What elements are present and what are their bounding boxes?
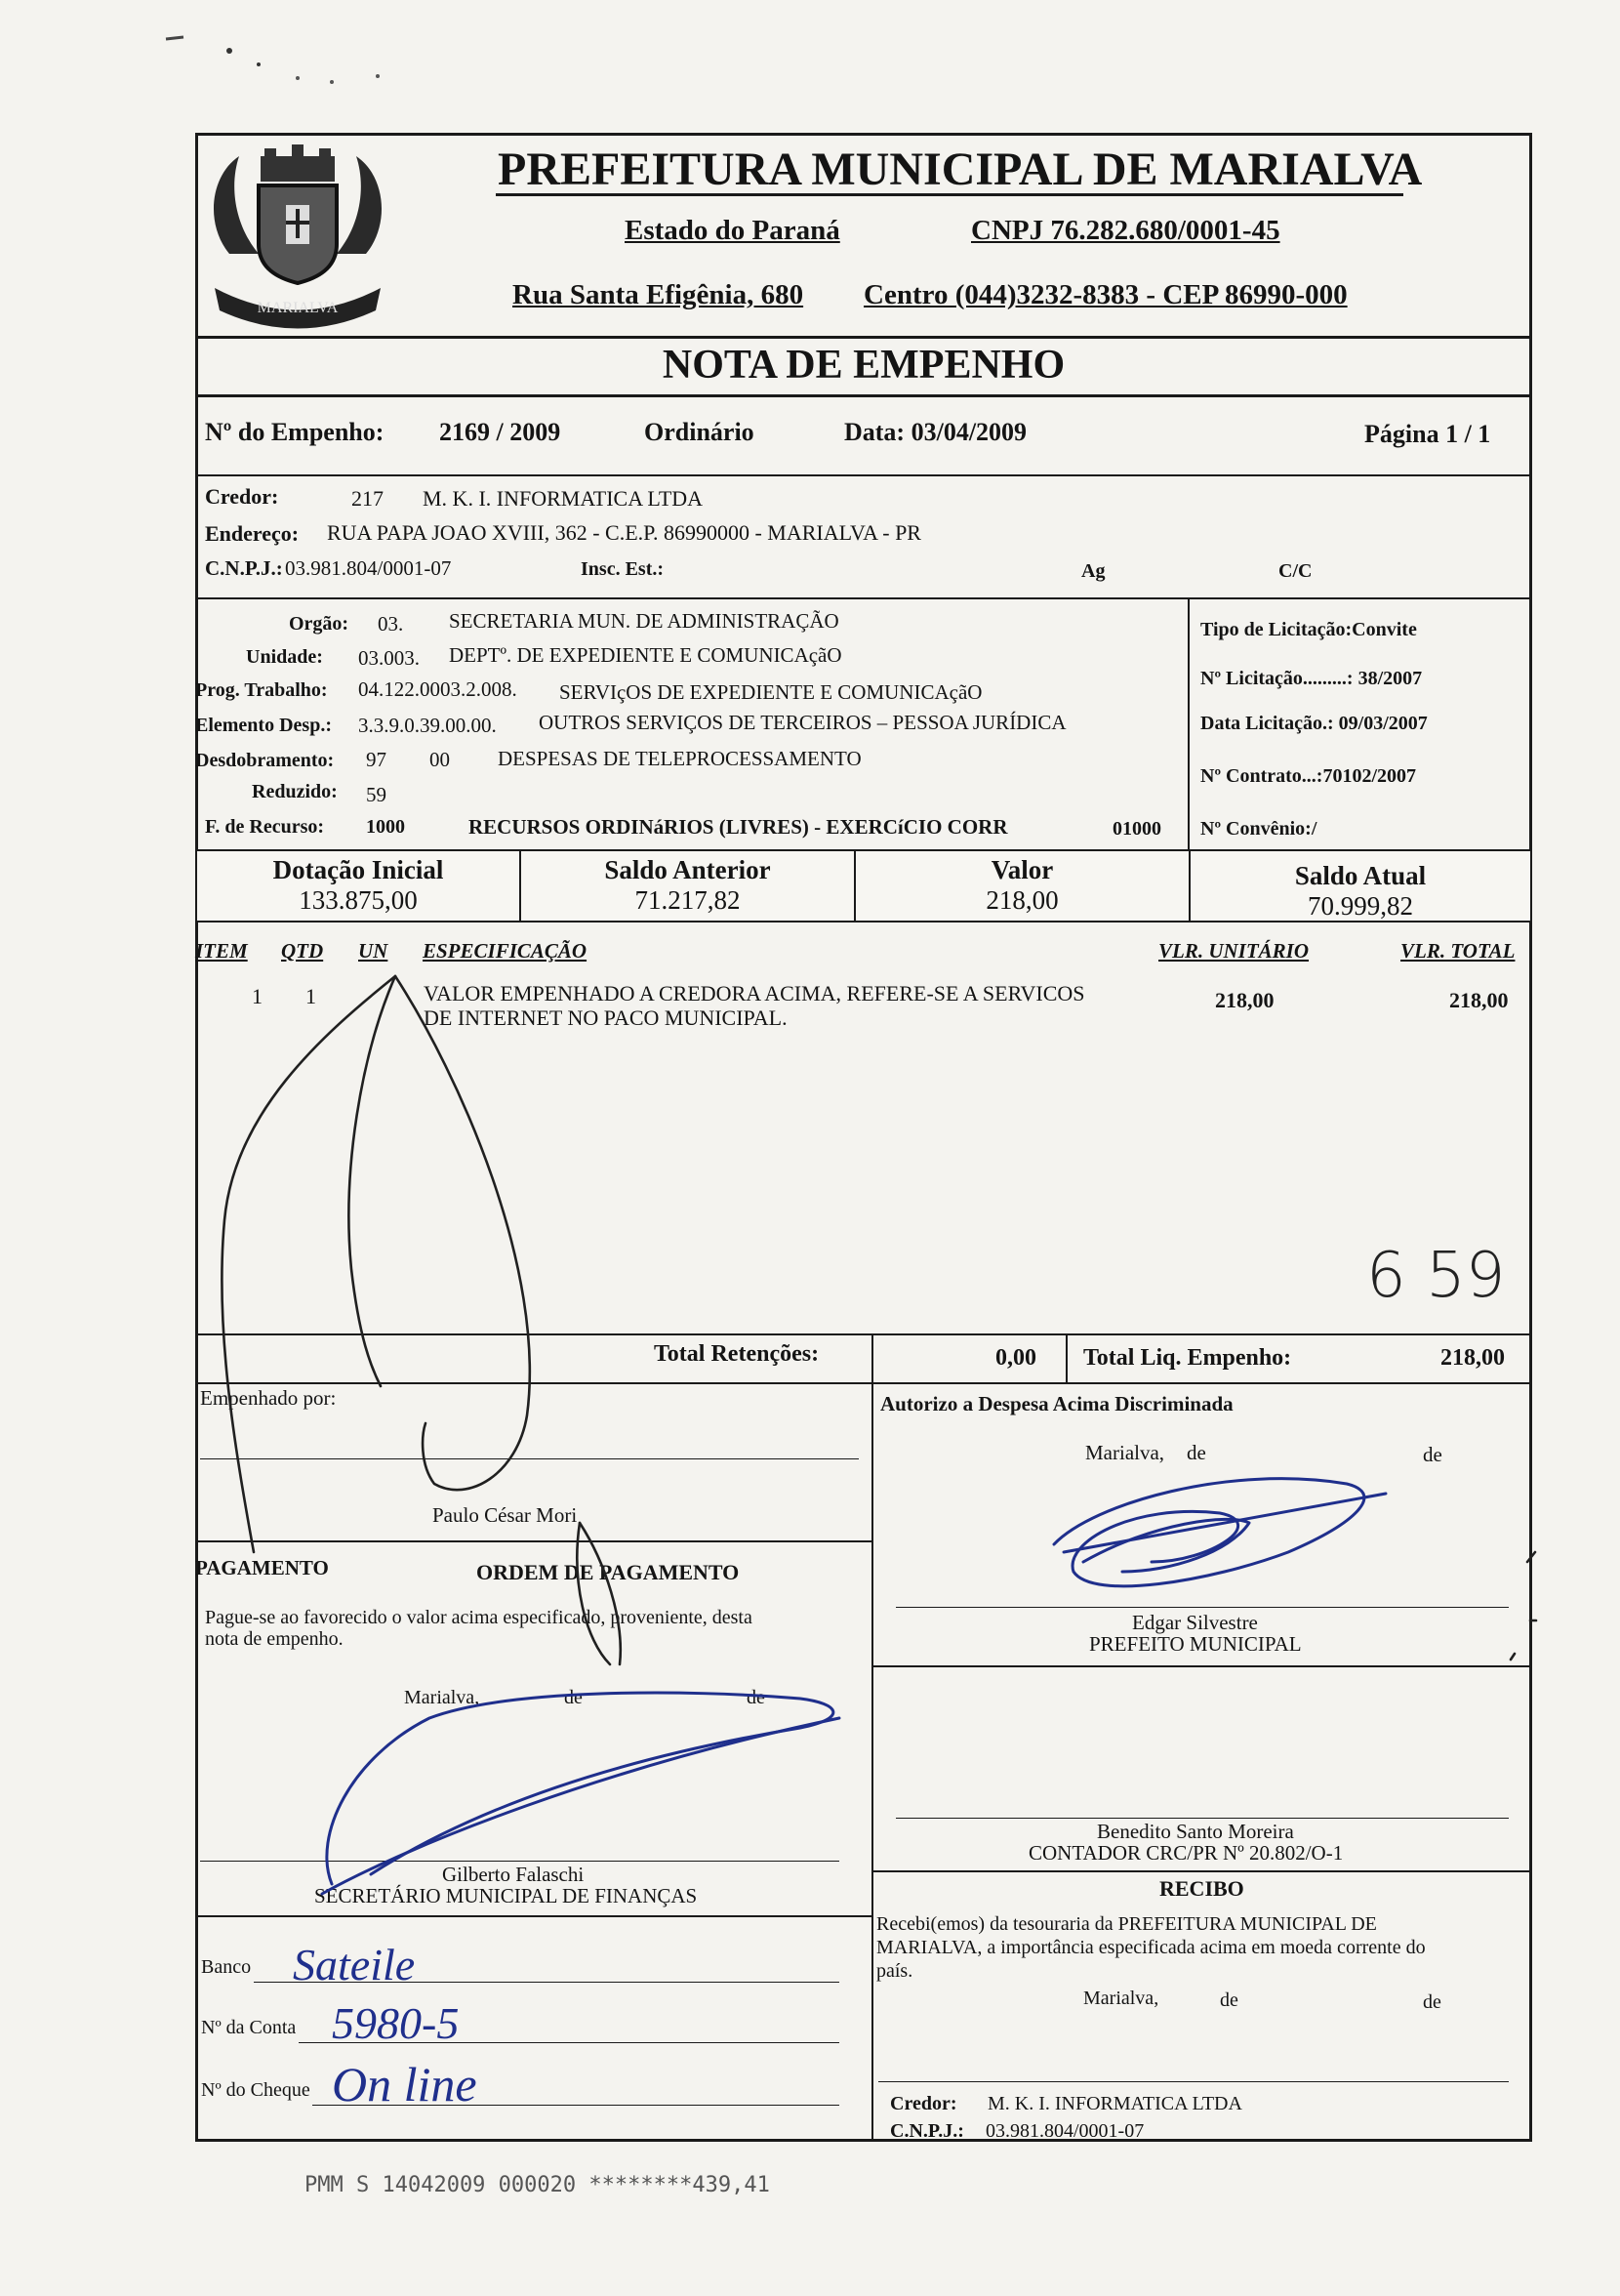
recurso-number: 01000 — [1113, 818, 1161, 840]
retencoes-value: 0,00 — [995, 1345, 1036, 1371]
recibo-cnpj-label: C.N.P.J.: — [890, 2120, 964, 2142]
saldo-atual-value: 70.999,82 — [1308, 891, 1413, 921]
recibo-title: RECIBO — [1159, 1876, 1244, 1901]
item-unit-value: 218,00 — [1215, 988, 1275, 1012]
recibo-text-line3: país. — [876, 1960, 913, 1982]
recibo-marialva: Marialva, — [1083, 1988, 1159, 2009]
creditor-label: Credor: — [205, 484, 279, 509]
recurso-name: RECURSOS ORDINáRIOS (LIVRES) - EXERCíCIO CORR — [468, 815, 1008, 839]
pagamento-label: PAGAMENTO — [195, 1556, 329, 1579]
state-registration-label: Insc. Est.: — [581, 558, 665, 580]
ordem-pagamento-title: ORDEM DE PAGAMENTO — [476, 1560, 740, 1584]
desdobramento-b: 00 — [429, 748, 450, 771]
elemento-label: Elemento Desp.: — [195, 715, 332, 736]
empenho-number-label: Nº do Empenho: — [205, 418, 385, 446]
empenho-type: Ordinário — [644, 418, 754, 446]
svg-text:MARIALVA: MARIALVA — [257, 300, 339, 316]
recurso-code: 1000 — [366, 816, 405, 838]
dotacao-inicial-value: 133.875,00 — [299, 885, 418, 915]
liquido-value: 218,00 — [1440, 1345, 1505, 1371]
empenhado-por-label: Empenhado por: — [200, 1386, 337, 1410]
espec-col-header: ESPECIFICAÇÃO — [423, 939, 587, 963]
item-total-value: 218,00 — [1449, 988, 1509, 1012]
item-qty: 1 — [305, 984, 316, 1008]
unidade-name: DEPTº. DE EXPEDIENTE E COMUNICAçãO — [449, 643, 842, 667]
total-col-header: VLR. TOTAL — [1400, 939, 1516, 963]
address-header: Rua Santa Efigênia, 680 — [512, 279, 804, 310]
recibo-de-2: de — [1423, 1991, 1441, 2013]
ordem-signature-icon — [322, 1523, 839, 1894]
recurso-label: F. de Recurso: — [205, 816, 325, 838]
elemento-code: 3.3.9.0.39.00.00. — [358, 714, 497, 737]
empenhado-signature-icon — [222, 976, 529, 1552]
unidade-label: Unidade: — [246, 646, 323, 668]
recibo-text-line2: MARIALVA, a importância especificada acima em moeda corrente do — [876, 1937, 1426, 1958]
valor-value: 218,00 — [986, 885, 1059, 915]
municipality-title: PREFEITURA MUNICIPAL DE MARIALVA — [498, 144, 1423, 195]
empenho-date: Data: 03/04/2009 — [844, 418, 1028, 446]
dotacao-inicial-label: Dotação Inicial — [272, 855, 444, 884]
banco-value: Sateile — [293, 1940, 416, 1989]
cnpj-header: CNPJ 76.282.680/0001-45 — [971, 215, 1280, 246]
contract-number: Nº Contrato...:70102/2007 — [1200, 765, 1417, 787]
qtd-col-header: QTD — [281, 939, 324, 963]
desdobramento-name: DESPESAS DE TELEPROCESSAMENTO — [498, 747, 862, 770]
licitacao-date: Data Licitação.: 09/03/2007 — [1200, 713, 1428, 734]
creditor-code: 217 — [351, 486, 384, 511]
orgao-label: Orgão: — [289, 613, 349, 635]
cnpj-label: C.N.P.J.: — [205, 556, 283, 580]
contador-cargo: CONTADOR CRC/PR Nº 20.802/O-1 — [1029, 1841, 1344, 1865]
elemento-name: OUTROS SERVIÇOS DE TERCEIROS – PESSOA JURÍDICA — [539, 711, 1067, 734]
saldo-atual-label: Saldo Atual — [1294, 861, 1427, 890]
reduzido-value: 59 — [366, 783, 386, 806]
account-label: C/C — [1278, 560, 1313, 582]
pagamento-de-1: de — [564, 1687, 583, 1708]
secretario-cargo: SECRETÁRIO MUNICIPAL DE FINANÇAS — [314, 1884, 698, 1907]
prog-label: Prog. Trabalho: — [195, 679, 328, 701]
licitacao-number: Nº Licitação.........: 38/2007 — [1200, 668, 1423, 689]
item-number: 1 — [252, 984, 263, 1008]
page-number: Página 1 / 1 — [1364, 420, 1491, 448]
un-col-header: UN — [358, 939, 388, 963]
pagamento-text-line1: Pague-se ao favorecido o valor acima especificado, proveniente, desta — [205, 1607, 752, 1628]
conta-value: 5980-5 — [332, 1998, 460, 2048]
margin-marks-icon — [1511, 1552, 1536, 1660]
item-spec-line2: DE INTERNET NO PACO MUNICIPAL. — [424, 1005, 788, 1030]
cheque-label: Nº do Cheque — [201, 2079, 310, 2101]
autorizo-de-2: de — [1423, 1443, 1442, 1466]
prefeito-cargo: PREFEITO MUNICIPAL — [1089, 1632, 1302, 1656]
autorizo-label: Autorizo a Despesa Acima Discriminada — [880, 1392, 1234, 1415]
district-phone-cep: Centro (044)3232-8383 - CEP 86990-000 — [864, 279, 1348, 310]
creditor-name: M. K. I. INFORMATICA LTDA — [423, 486, 704, 511]
prefeito-signature-icon — [1054, 1479, 1386, 1586]
saldo-anterior-value: 71.217,82 — [634, 885, 741, 915]
saldo-anterior-label: Saldo Anterior — [604, 855, 771, 884]
prefeito-nome: Edgar Silvestre — [1132, 1611, 1258, 1634]
creditor-address: RUA PAPA JOAO XVIII, 362 - C.E.P. 86990000 - MARIALVA - PR — [327, 520, 921, 545]
valor-label: Valor — [991, 855, 1054, 884]
desdobramento-a: 97 — [366, 748, 386, 771]
recibo-de-1: de — [1220, 1989, 1238, 2011]
agency-label: Ag — [1081, 560, 1106, 582]
empenho-number: 2169 / 2009 — [439, 418, 561, 446]
unidade-code: 03.003. — [358, 646, 420, 670]
prog-name: SERVIçOS DE EXPEDIENTE E COMUNICAçãO — [559, 680, 983, 704]
secretario-nome: Gilberto Falaschi — [442, 1863, 585, 1886]
pagamento-text-line2: nota de empenho. — [205, 1628, 344, 1650]
contador-nome: Benedito Santo Moreira — [1097, 1820, 1294, 1843]
recibo-text-line1: Recebi(emos) da tesouraria da PREFEITURA MUNICIPAL DE — [876, 1913, 1377, 1935]
conta-label: Nº da Conta — [201, 2017, 297, 2038]
banco-label: Banco — [201, 1956, 252, 1978]
autorizo-marialva: Marialva, — [1085, 1441, 1165, 1464]
item-spec-line1: VALOR EMPENHADO A CREDORA ACIMA, REFERE-SE A SERVICOS — [424, 981, 1085, 1005]
recibo-cnpj: 03.981.804/0001-07 — [986, 2120, 1145, 2142]
cheque-value: On line — [332, 2057, 477, 2112]
pagamento-marialva: Marialva, — [404, 1687, 480, 1708]
creditor-cnpj: 03.981.804/0001-07 — [285, 556, 452, 580]
convenio-number: Nº Convênio:/ — [1200, 818, 1317, 840]
recibo-credor-name: M. K. I. INFORMATICA LTDA — [988, 2093, 1242, 2114]
retencoes-label: Total Retenções: — [654, 1341, 820, 1367]
autorizo-de-1: de — [1187, 1441, 1206, 1464]
orgao-name: SECRETARIA MUN. DE ADMINISTRAÇÃO — [449, 609, 839, 633]
recibo-credor-label: Credor: — [890, 2093, 957, 2114]
document-title: NOTA DE EMPENHO — [662, 343, 1066, 388]
item-col-header: ITEM — [195, 939, 248, 963]
orgao-code: 03. — [378, 612, 404, 636]
state-name: Estado do Paraná — [625, 215, 840, 246]
pagamento-de-2: de — [747, 1687, 765, 1708]
reduzido-label: Reduzido: — [252, 781, 338, 802]
licitacao-type: Tipo de Licitação:Convite — [1200, 619, 1417, 640]
mechanical-stamp: PMM S 14042009 000020 ********439,41 — [304, 2173, 770, 2197]
unit-col-header: VLR. UNITÁRIO — [1158, 939, 1310, 963]
address-label: Endereço: — [205, 521, 300, 546]
desdobramento-label: Desdobramento: — [195, 750, 335, 771]
prog-code: 04.122.0003.2.008. — [358, 677, 517, 701]
liquido-label: Total Liq. Empenho: — [1083, 1345, 1292, 1371]
handwritten-note: 6 59 — [1366, 1240, 1506, 1312]
empenhado-nome: Paulo César Mori — [432, 1503, 578, 1527]
